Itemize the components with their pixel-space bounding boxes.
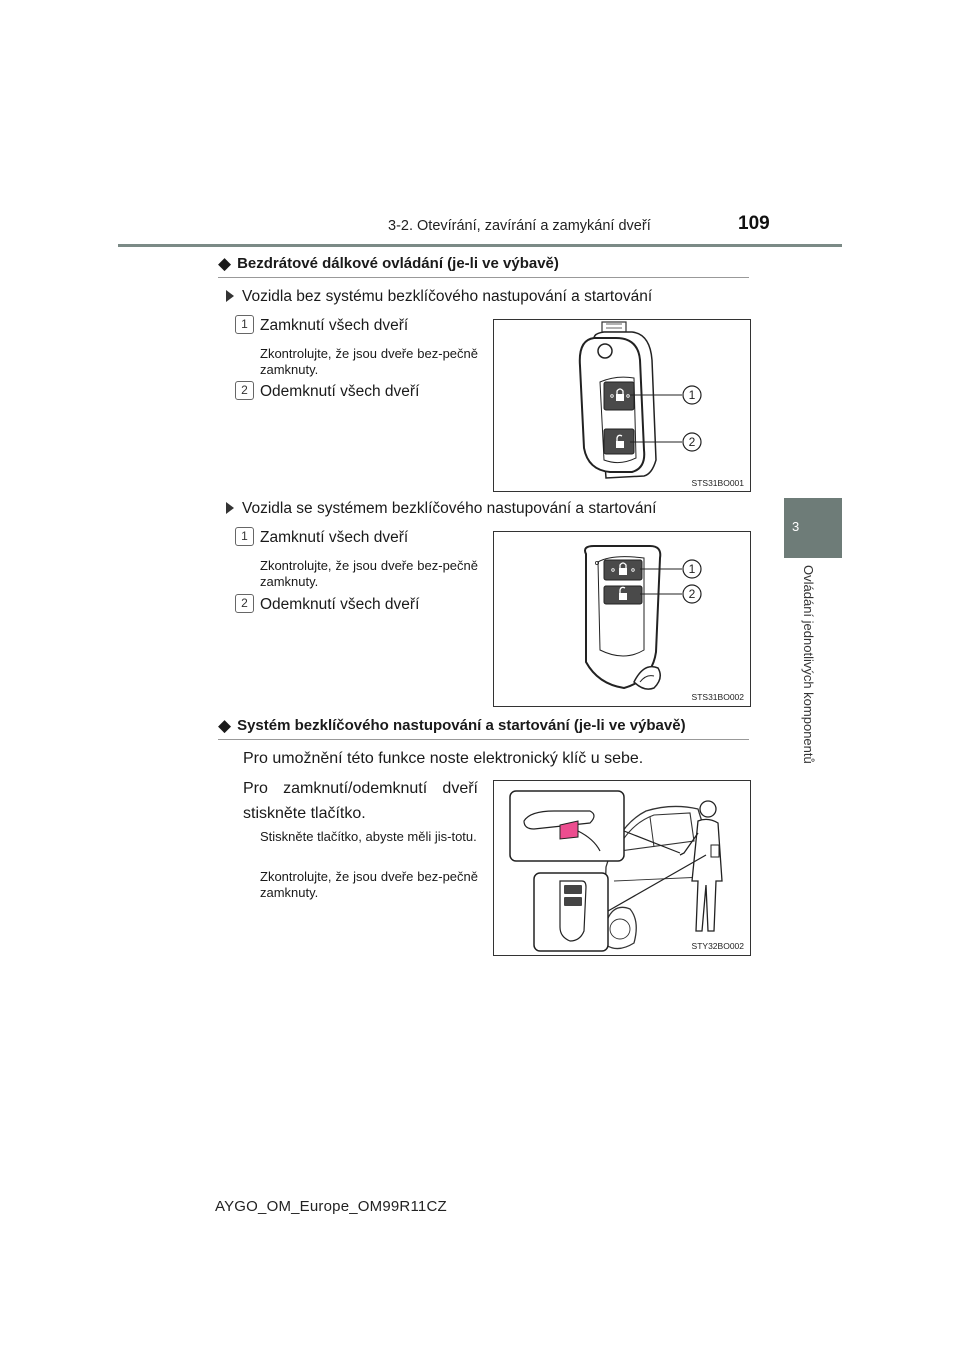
header-section-title: 3-2. Otevírání, zavírání a zamykání dveří xyxy=(388,218,651,234)
item-number-badge: 1 xyxy=(235,315,254,334)
remote-key-illustration xyxy=(494,320,750,491)
triangle-bullet-icon xyxy=(226,502,234,514)
section-instruction: Pro zamknutí/odemknutí dveří stiskněte tlačítko. xyxy=(243,780,478,822)
section-rule xyxy=(218,739,749,740)
section-note: Stiskněte tlačítko, abyste měli jis-totu. xyxy=(260,829,477,844)
subsection-heading-text: Vozidla se systémem bezklíčového nastupování a startování xyxy=(242,500,657,517)
callout-number: 1 xyxy=(688,562,696,576)
chapter-tab-number: 3 xyxy=(792,519,800,534)
section-title: Bezdrátové dálkové ovládání (je-li ve výbavě) xyxy=(237,255,559,272)
callout-number: 2 xyxy=(688,587,696,601)
subsection-heading-text: Vozidla bez systému bezklíčového nastupování a startování xyxy=(242,288,653,305)
callout-number: 1 xyxy=(688,388,696,402)
item-label: Zamknutí všech dveří xyxy=(260,317,409,334)
item-number-badge: 1 xyxy=(235,527,254,546)
smart-key-illustration xyxy=(494,532,750,706)
callout-number: 2 xyxy=(688,435,696,449)
triangle-bullet-icon xyxy=(226,290,234,302)
item-number-badge: 2 xyxy=(235,381,254,400)
chapter-side-label: Ovládání jednotlivých komponentů xyxy=(801,565,816,764)
item-number-badge: 2 xyxy=(235,594,254,613)
figure-remote-key xyxy=(493,319,751,492)
figure-code: STS31BO002 xyxy=(691,692,744,702)
item-label: Odemknutí všech dveří xyxy=(260,383,420,400)
item-note: Zkontrolujte, že jsou dveře bez-pečně zamknuty. xyxy=(260,346,478,377)
section-rule xyxy=(218,277,749,278)
document-id: AYGO_OM_Europe_OM99R11CZ xyxy=(215,1198,447,1215)
diamond-bullet-icon: ◆ xyxy=(218,254,232,273)
section-heading xyxy=(218,253,559,273)
figure-code: STS31BO001 xyxy=(691,478,744,488)
keyless-entry-illustration xyxy=(494,781,750,955)
subsection-heading xyxy=(226,500,656,518)
diamond-bullet-icon: ◆ xyxy=(218,716,232,735)
figure-keyless-entry xyxy=(493,780,751,956)
item-note: Zkontrolujte, že jsou dveře bez-pečně zamknuty. xyxy=(260,558,478,589)
item-label: Zamknutí všech dveří xyxy=(260,529,409,546)
subsection-heading xyxy=(226,288,652,306)
section-note: Zkontrolujte, že jsou dveře bez-pečně zamknuty. xyxy=(260,869,478,900)
section-heading xyxy=(218,715,686,735)
section-title: Systém bezklíčového nastupování a startování (je-li ve výbavě) xyxy=(237,717,686,734)
figure-smart-key xyxy=(493,531,751,707)
page-number: 109 xyxy=(738,213,770,234)
section-intro: Pro umožnění této funkce noste elektronický klíč u sebe. xyxy=(243,750,644,767)
item-label: Odemknutí všech dveří xyxy=(260,596,420,613)
header-rule xyxy=(118,244,842,247)
figure-code: STY32BO002 xyxy=(691,941,744,951)
